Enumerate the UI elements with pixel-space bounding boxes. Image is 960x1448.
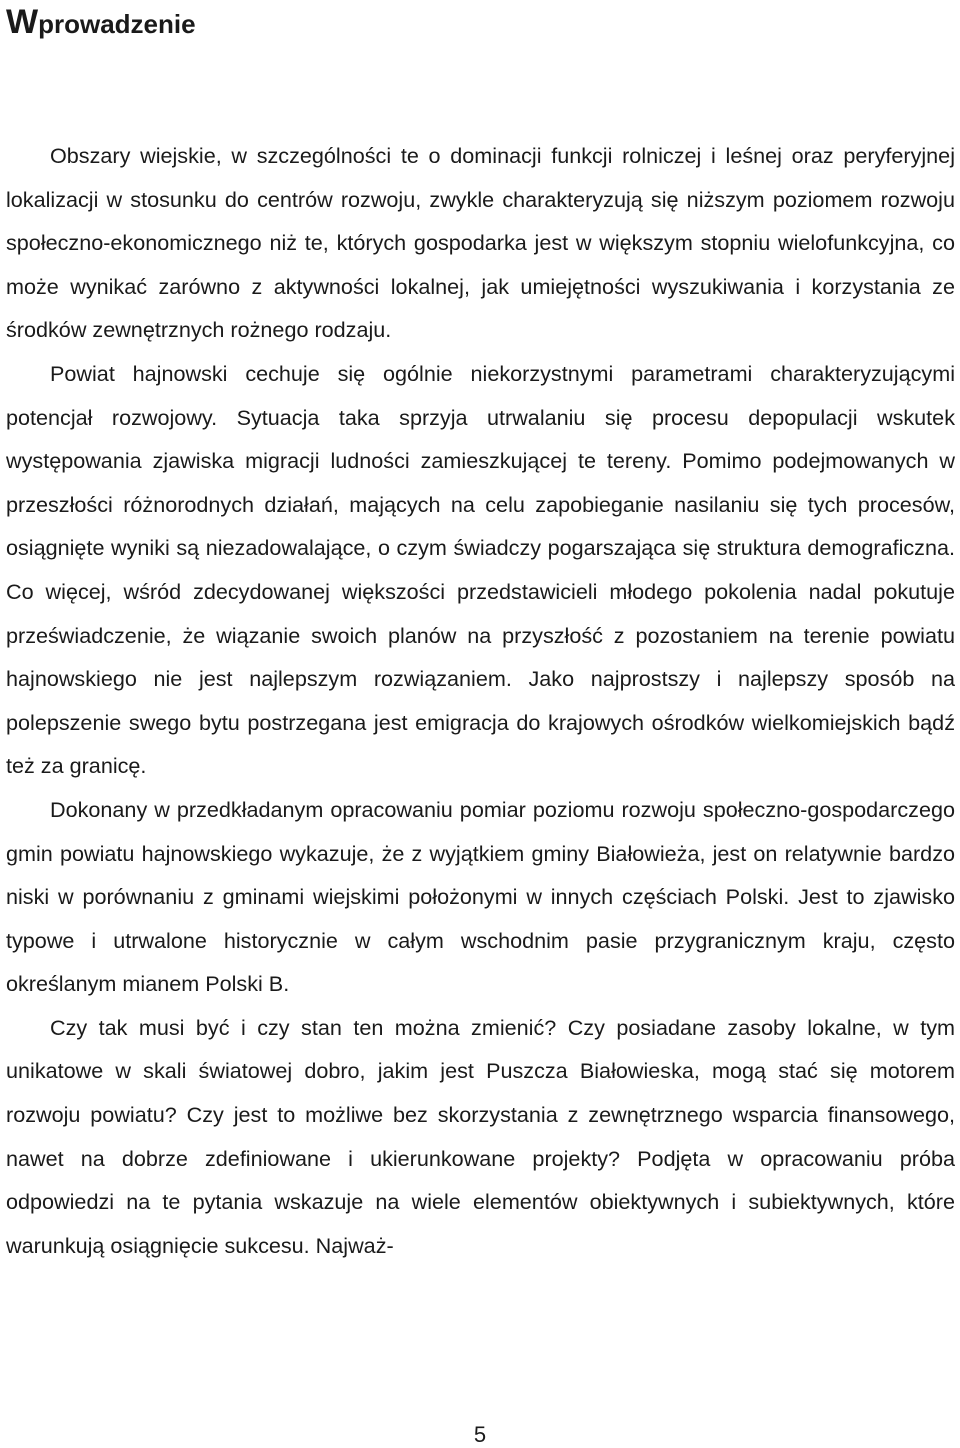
heading-rest: prowadzenie: [38, 9, 196, 39]
paragraph: Dokonany w przedkładanym opracowaniu pomiar poziomu rozwoju społeczno-gospodarczego gmin powiatu hajnowskiego wykazuje, że z wyjątkiem gminy Białowieża, jest on relatywnie bardzo niski w porównaniu z gminami wiejskimi położonymi w innych częściach Polski. Jest to zjawisko typowe i utrwalone historycznie w całym wschodnim pasie przygranicznym kraju, często określanym mianem Polski B.: [6, 796, 955, 997]
heading-initial: W: [6, 3, 39, 41]
page-number: 5: [473, 1422, 487, 1447]
body-text: [6, 134, 955, 1267]
paragraph: Czy tak musi być i czy stan ten można zmienić? Czy posiadane zasoby lokalne, w tym unikatowe w skali światowej dobro, jakim jest Puszcza Białowieska, mogą stać się motorem rozwoju powiatu? Czy jest to możliwe bez skorzystania z zewnętrznego wsparcia finansowego, nawet na dobrze zdefiniowane i ukierunkowane projekty? Podjęta w opracowaniu próba odpowiedzi na te pytania wskazuje na wiele elementów obiektywnych i subiektywnych, które warunkują osiągnięcie sukcesu. Najważ-: [6, 1014, 955, 1258]
paragraph: Obszary wiejskie, w szczególności te o dominacji funkcji rolniczej i leśnej oraz peryferyjnej lokalizacji w stosunku do centrów rozwoju, zwykle charakteryzują się niższym poziomem rozwoju społeczno-ekonomicznego niż te, których gospodarka jest w większym stopniu wielofunkcyjna, co może wynikać zarówno z aktywności lokalnej, jak umiejętności wyszukiwania i korzystania ze środków zewnętrznych rożnego rodzaju.: [6, 143, 955, 343]
section-heading: [6, 0, 196, 46]
paragraph: Powiat hajnowski cechuje się ogólnie niekorzystnymi parametrami charakteryzującymi potencjał rozwojowy. Sytuacja taka sprzyja utrwalaniu się procesu depopulacji wskutek występowania zjawiska migracji ludności zamieszkującej te tereny. Pomimo podejmowanych w przeszłości różnorodnych działań, mających na celu zapobieganie nasilaniu się tych procesów, osiągnięte wyniki są niezadowalające, o czym świadczy pogarszająca się struktura demograficzna. Co więcej, wśród zdecydowanej większości przedstawicieli młodego pokolenia nadal pokutuje przeświadczenie, że wiązanie swoich planów na przyszłość z pozostaniem na terenie powiatu hajnowskiego nie jest najlepszym rozwiązaniem. Jako najprostszy i najlepszy sposób na polepszenie swego bytu postrzegana jest emigracja do krajowych ośrodków wielkomiejskich bądź też za granicę.: [6, 360, 955, 779]
